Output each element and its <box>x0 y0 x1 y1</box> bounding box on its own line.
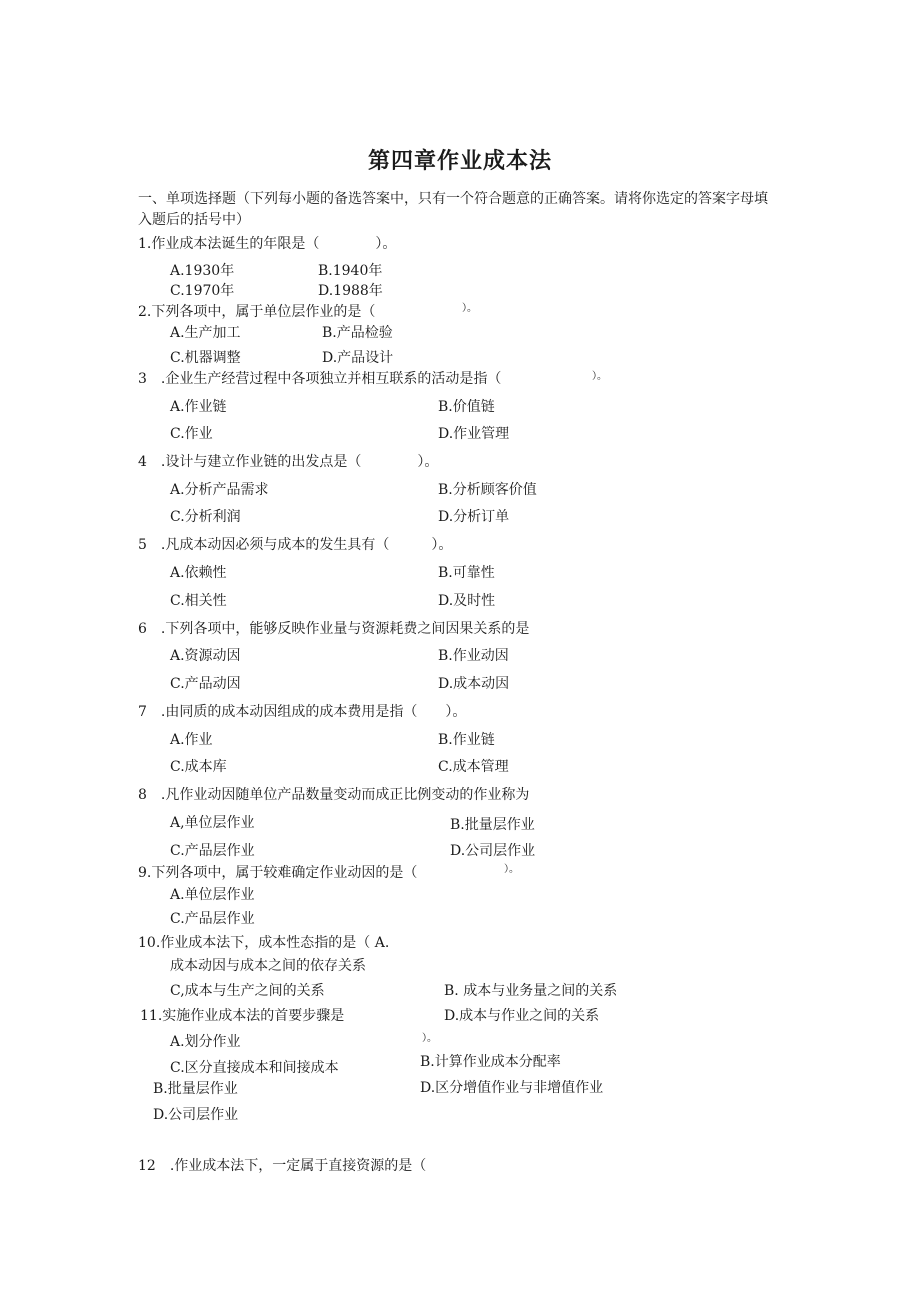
option-6d: D.成本动因 <box>438 676 510 692</box>
question-4: 4 .设计与建立作业链的出发点是（ ）。 <box>138 454 439 470</box>
option-7d: C.成本管理 <box>438 759 509 775</box>
question-3-close-paren: ）。 <box>592 371 607 382</box>
page-title: 第四章作业成本法 <box>367 149 552 174</box>
option-2a: A.生产加工 <box>170 325 241 341</box>
option-11d: D.区分增值作业与非增值作业 <box>420 1080 604 1096</box>
option-3b: B.价值链 <box>438 399 495 415</box>
option-5b: B.可靠性 <box>438 565 495 581</box>
option-11a: A.划分作业 <box>170 1034 241 1050</box>
option-2b: B.产品检验 <box>322 325 393 341</box>
option-4a: A.分析产品需求 <box>170 482 269 498</box>
option-1d: D.1988年 <box>318 283 383 299</box>
option-8d: D.公司层作业 <box>450 843 536 859</box>
question-9-close-paren: ）。 <box>504 864 519 875</box>
question-10: 10.作业成本法下，成本性态指的是（ A. <box>138 935 390 951</box>
option-5d: D.及时性 <box>438 593 496 609</box>
option-5c: C.相关性 <box>170 593 227 609</box>
option-8c: C.产品层作业 <box>170 843 255 859</box>
option-9d: D.公司层作业 <box>153 1107 239 1123</box>
question-11-close-paren: ）。 <box>422 1033 437 1044</box>
option-9b: B.批量层作业 <box>153 1081 238 1097</box>
option-10a: 成本动因与成本之间的依存关系 <box>170 958 366 974</box>
question-9: 9.下列各项中，属于较难确定作业动因的是（ <box>138 865 418 881</box>
option-11b: B.计算作业成本分配率 <box>420 1054 561 1070</box>
option-6b: B.作业动因 <box>438 648 509 664</box>
option-3c: C.作业 <box>170 426 213 442</box>
question-8: 8 .凡作业动因随单位产品数量变动而成正比例变动的作业称为 <box>138 787 530 803</box>
option-9c: C.产品层作业 <box>170 911 255 927</box>
option-10b: B. 成本与业务量之间的关系 <box>444 983 618 999</box>
question-12: 12 .作业成本法下，一定属于直接资源的是（ <box>138 1158 427 1174</box>
option-6c: C.产品动因 <box>170 676 241 692</box>
option-4c: C.分析利润 <box>170 509 241 525</box>
option-9a: A.单位层作业 <box>170 887 255 903</box>
option-8a: A,单位层作业 <box>170 815 255 831</box>
section-intro: 一、单项选择题（下列每小题的备选答案中，只有一个符合题意的正确答案。请将你选定的答案字母填入题后的括号中） <box>138 191 768 228</box>
option-10c: C,成本与生产之间的关系 <box>170 983 325 999</box>
option-2d: D.产品设计 <box>322 350 394 366</box>
option-1c: C.1970年 <box>170 283 235 299</box>
option-2c: C.机器调整 <box>170 350 241 366</box>
option-7b: B.作业链 <box>438 732 495 748</box>
option-8b: B.批量层作业 <box>450 817 535 833</box>
option-1b: B.1940年 <box>318 263 383 279</box>
option-1a: A.1930年 <box>170 263 235 279</box>
option-5a: A.依赖性 <box>170 565 227 581</box>
option-7c: C.成本库 <box>170 759 227 775</box>
question-5: 5 .凡成本动因必须与成本的发生具有（ ）。 <box>138 537 453 553</box>
option-4b: B.分析顾客价值 <box>438 482 537 498</box>
question-7: 7 .由同质的成本动因组成的成本费用是指（ ）。 <box>138 704 467 720</box>
question-1: 1.作业成本法诞生的年限是（ ）。 <box>138 236 397 252</box>
option-3a: A.作业链 <box>170 399 227 415</box>
question-2-close-paren: ）。 <box>462 303 477 314</box>
question-2: 2.下列各项中，属于单位层作业的是（ <box>138 304 376 320</box>
question-6: 6 .下列各项中，能够反映作业量与资源耗费之间因果关系的是 <box>138 621 530 637</box>
question-11: 11.实施作业成本法的首要步骤是 <box>140 1008 345 1024</box>
option-10d: D.成本与作业之间的关系 <box>444 1008 600 1024</box>
option-4d: D.分析订单 <box>438 509 510 525</box>
option-7a: A.作业 <box>170 732 213 748</box>
question-3: 3 .企业生产经营过程中各项独立并相互联系的活动是指（ <box>138 371 502 387</box>
option-11c: C.区分直接成本和间接成本 <box>170 1060 339 1076</box>
option-3d: D.作业管理 <box>438 426 510 442</box>
option-6a: A.资源动因 <box>170 648 241 664</box>
